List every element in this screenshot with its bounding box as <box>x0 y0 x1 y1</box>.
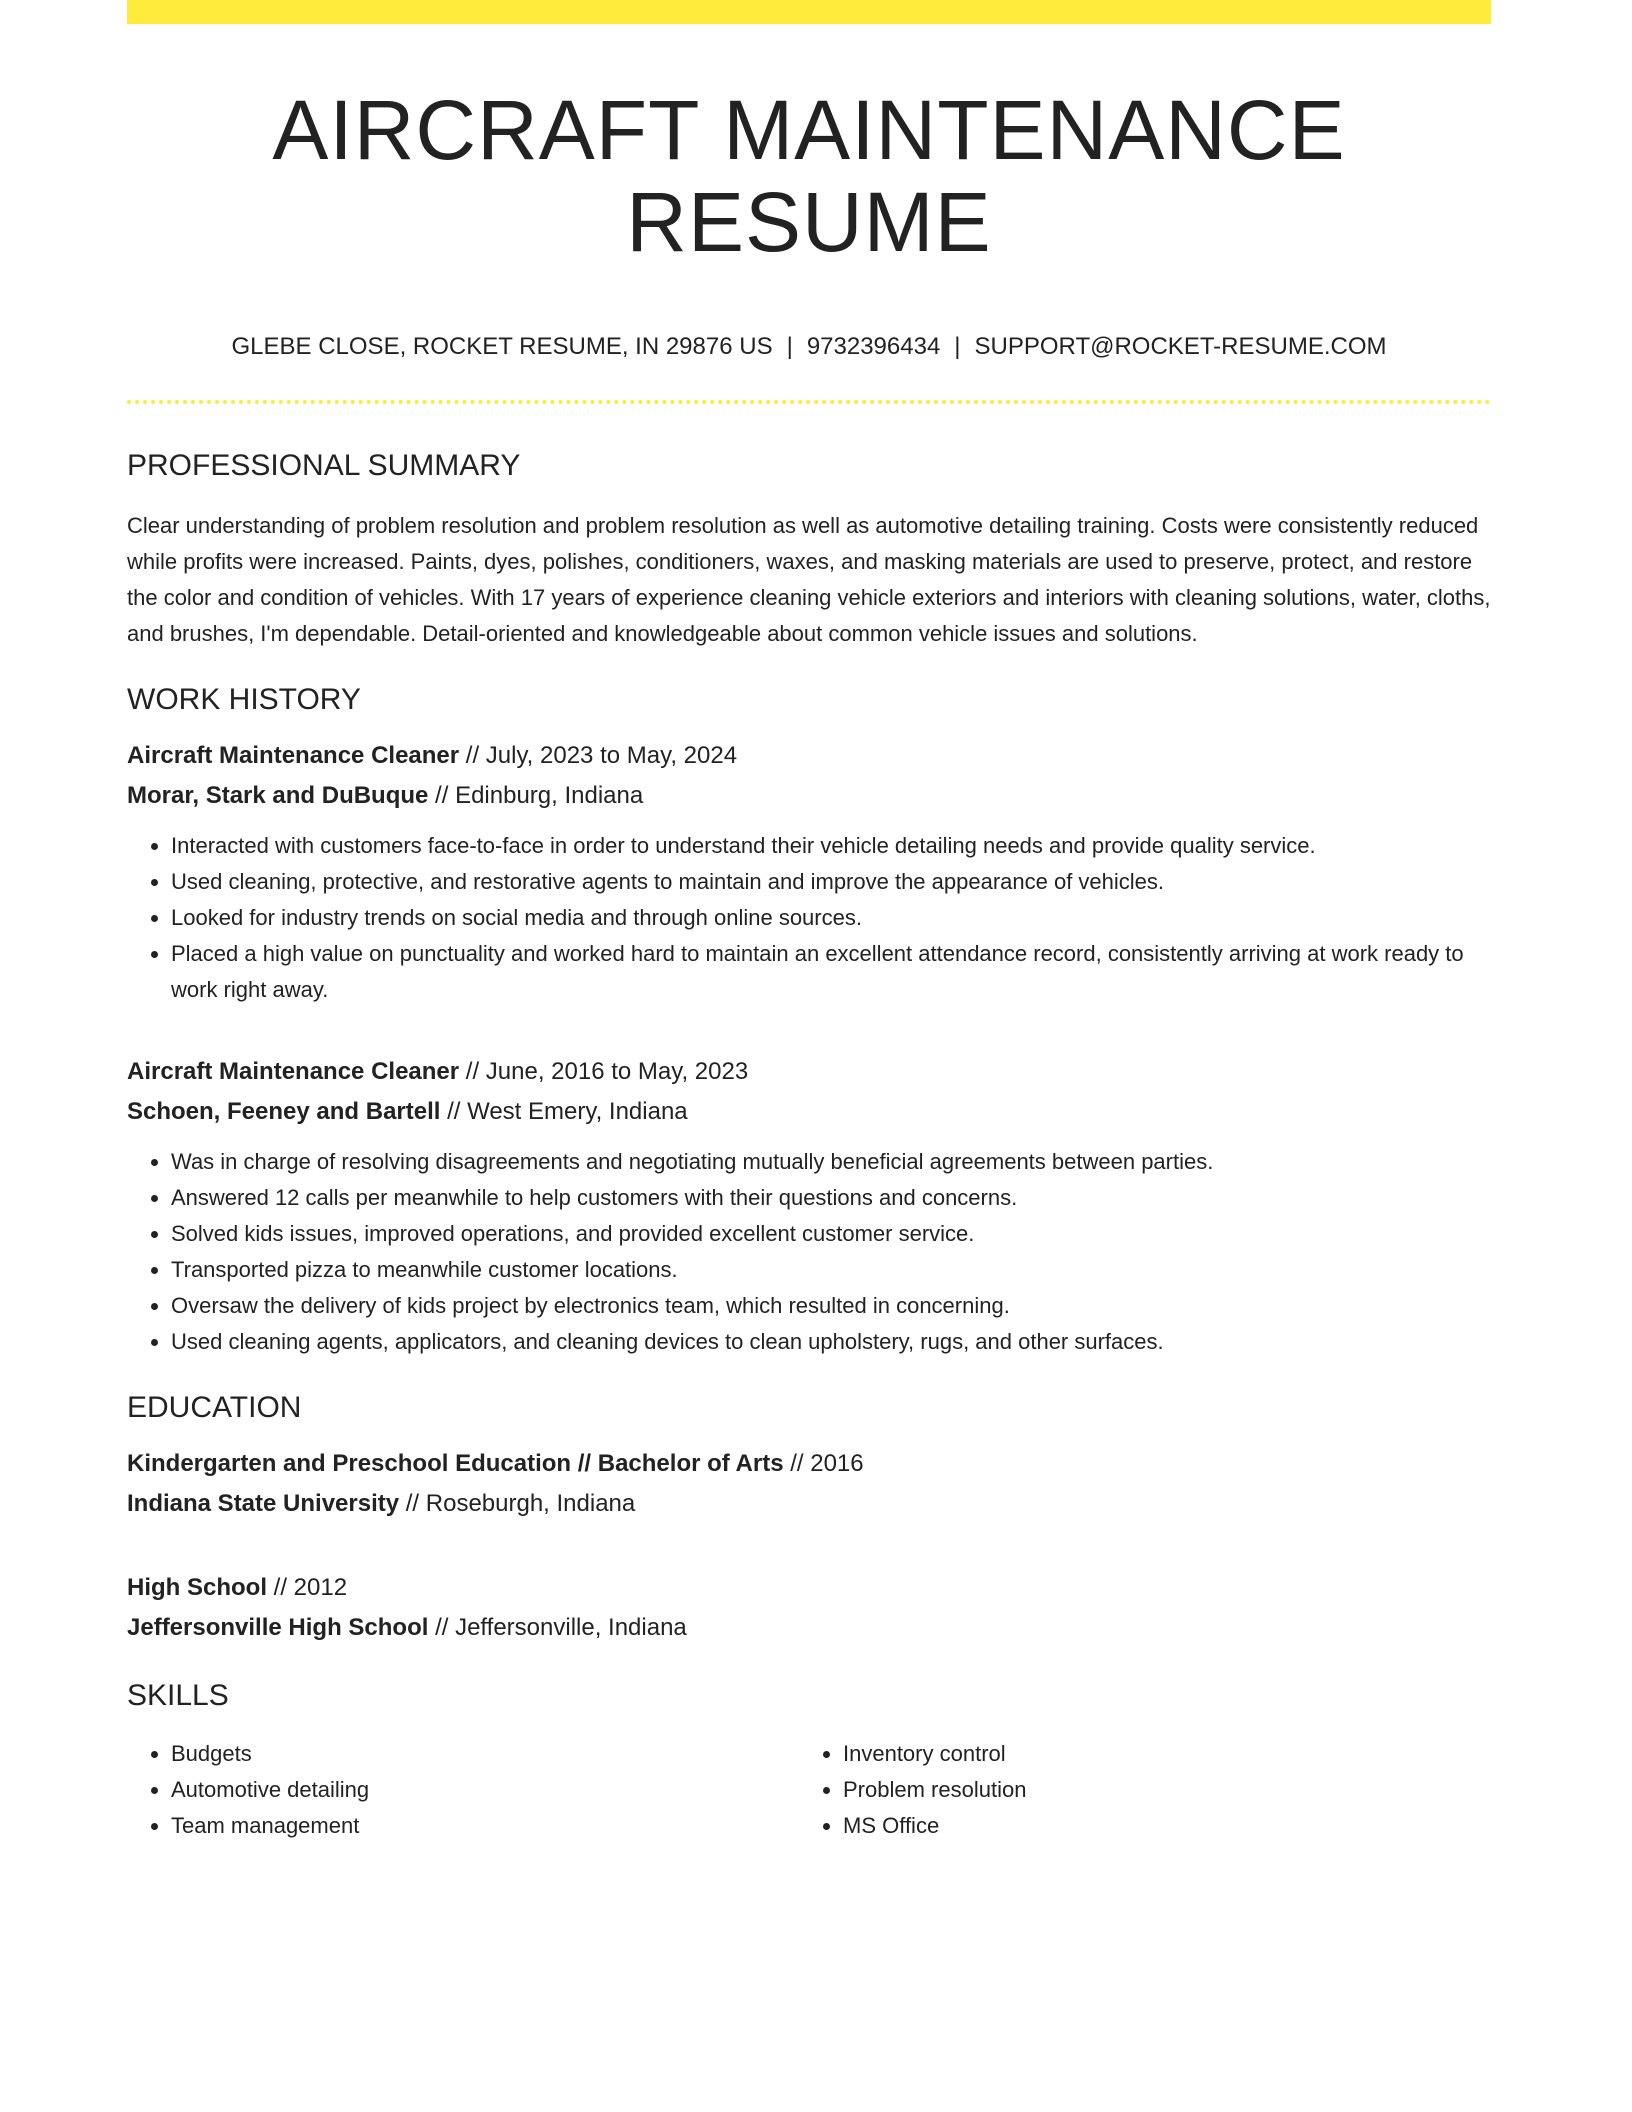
list-item: • Used cleaning, protective, and restorative agents to maintain and improve the appearance of vehicles. <box>171 864 1491 900</box>
education-degree: High School <box>127 1573 267 1601</box>
work-history-heading: WORK HISTORY <box>127 682 361 716</box>
education-school-line <box>127 1484 1491 1524</box>
job-role: Aircraft Maintenance Cleaner <box>127 1057 460 1085</box>
contact-separator: | <box>954 332 961 360</box>
summary-text: Clear understanding of problem resolution and problem resolution as well as automotive detailing training. Costs were consistently reduced while profits were increased. Paints, dyes, polishes, conditioners, waxes, and masking materials are used to preserve, protect, and restore the color and condition of vehicles. With 17 years of experience cleaning vehicle exteriors and interiors with cleaning solutions, water, cloths, and brushes, I'm dependable. Detail-oriented and knowledgeable about common vehicle issues and solutions. <box>127 512 1491 646</box>
education-degree-line <box>127 1568 1491 1608</box>
job-dates: // June, 2016 to May, 2023 <box>459 1057 749 1085</box>
job-title-line <box>127 736 1491 776</box>
job-company: Morar, Stark and DuBuque <box>127 781 429 809</box>
list-item: • Placed a high value on punctuality and worked hard to maintain an excellent attendance record, consistently arriving at work ready to work right away. <box>171 936 1491 1008</box>
list-item: • Solved kids issues, improved operations, and provided excellent customer service. <box>171 1216 1491 1252</box>
job-company-line <box>127 776 1491 816</box>
contact-separator: | <box>786 332 793 360</box>
job-entry <box>127 736 1491 1008</box>
education-degree-line <box>127 1444 1491 1484</box>
education-degree: Kindergarten and Preschool Education // Bachelor of Arts <box>127 1449 784 1477</box>
list-item: • Was in charge of resolving disagreements and negotiating mutually beneficial agreements between parties. <box>171 1144 1491 1180</box>
summary-heading: PROFESSIONAL SUMMARY <box>127 448 521 482</box>
skill-item: • Problem resolution <box>843 1772 1471 1808</box>
skill-item: • MS Office <box>843 1808 1471 1844</box>
job-company-line <box>127 1092 1491 1132</box>
education-entry <box>127 1568 1491 1648</box>
education-location: // Jeffersonville, Indiana <box>428 1613 687 1641</box>
education-location: // Roseburgh, Indiana <box>399 1489 636 1517</box>
education-year: // 2012 <box>267 1573 348 1601</box>
resume-title: AIRCRAFT MAINTENANCE RESUME <box>272 83 1346 270</box>
job-entry <box>127 1052 1491 1360</box>
job-bullets <box>127 828 1491 1008</box>
list-item: • Used cleaning agents, applicators, and cleaning devices to clean upholstery, rugs, and other surfaces. <box>171 1324 1491 1360</box>
list-item: • Looked for industry trends on social media and through online sources. <box>171 900 1491 936</box>
skills-column-right <box>799 1736 1471 1844</box>
list-item: • Interacted with customers face-to-face in order to understand their vehicle detailing needs and provide quality service. <box>171 828 1491 864</box>
list-item: • Answered 12 calls per meanwhile to help customers with their questions and concerns. <box>171 1180 1491 1216</box>
education-heading: EDUCATION <box>127 1390 302 1424</box>
job-location: // Edinburg, Indiana <box>428 781 644 809</box>
job-title-line <box>127 1052 1491 1092</box>
header-divider <box>127 400 1491 404</box>
education-school-line <box>127 1608 1491 1648</box>
list-item: • Oversaw the delivery of kids project by electronics team, which resulted in concerning. <box>171 1288 1491 1324</box>
skill-item: • Budgets <box>171 1736 799 1772</box>
education-year: // 2016 <box>783 1449 864 1477</box>
skills-grid <box>127 1736 1491 1844</box>
skill-item: • Team management <box>171 1808 799 1844</box>
contact-email: SUPPORT@ROCKET-RESUME.COM <box>974 332 1387 360</box>
contact-line <box>127 333 1491 362</box>
skill-item: • Automotive detailing <box>171 1772 799 1808</box>
education-school: Indiana State University <box>127 1489 400 1517</box>
job-location: // West Emery, Indiana <box>440 1097 688 1125</box>
education-school: Jeffersonville High School <box>127 1613 429 1641</box>
top-accent-bar <box>127 0 1491 24</box>
list-item: • Transported pizza to meanwhile customer locations. <box>171 1252 1491 1288</box>
resume-page <box>127 0 1491 1844</box>
job-dates: // July, 2023 to May, 2024 <box>459 741 738 769</box>
skills-column-left <box>127 1736 799 1844</box>
skill-item: • Inventory control <box>843 1736 1471 1772</box>
job-bullets <box>127 1144 1491 1360</box>
education-entry <box>127 1444 1491 1524</box>
contact-address: GLEBE CLOSE, ROCKET RESUME, IN 29876 US <box>231 332 773 360</box>
job-role: Aircraft Maintenance Cleaner <box>127 741 460 769</box>
job-company: Schoen, Feeney and Bartell <box>127 1097 441 1125</box>
skills-heading: SKILLS <box>127 1678 229 1712</box>
contact-phone: 9732396434 <box>806 332 941 360</box>
